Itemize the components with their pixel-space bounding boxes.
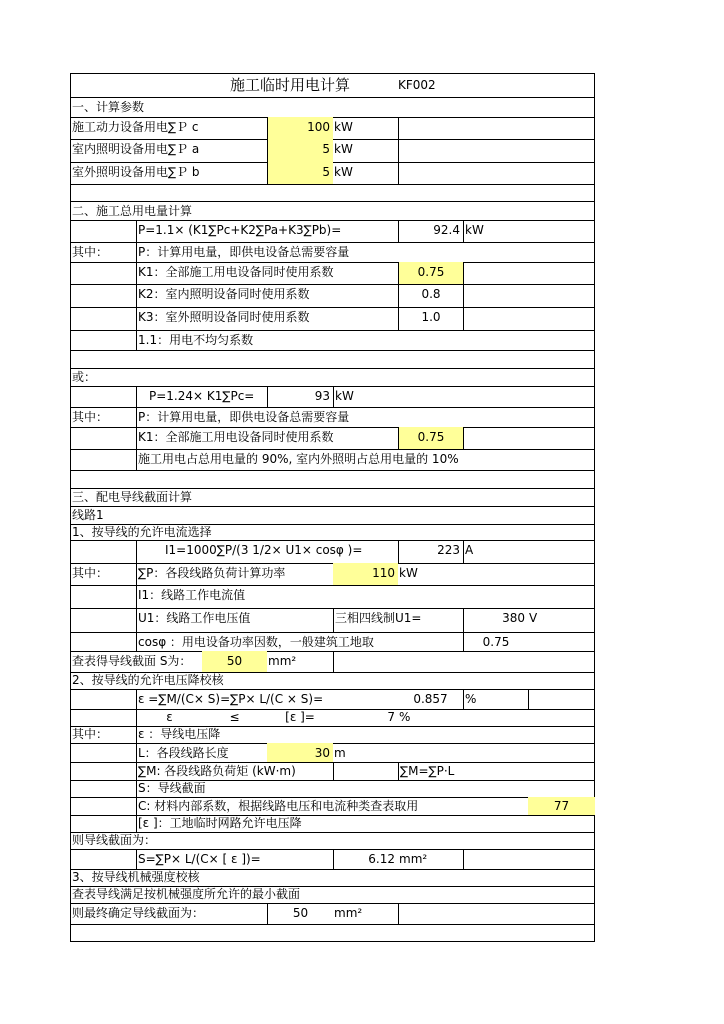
- i-formula: I1=1000∑P/(3 1/2× U1× cosφ )=: [136, 540, 398, 563]
- section-3-heading: 三、配电导线截面计算: [72, 490, 193, 504]
- eps-symbol: ε: [136, 709, 202, 726]
- section-2-row: [71, 201, 594, 221]
- k1-value[interactable]: 0.75: [398, 262, 463, 284]
- eps-limit-desc-row: [71, 815, 594, 833]
- l-value[interactable]: 30: [267, 743, 333, 762]
- then-s-label: 则导线截面为：: [72, 833, 157, 847]
- blank-row: [71, 184, 594, 202]
- sheet-title: 施工临时用电计算: [230, 76, 351, 94]
- sp-unit: kW: [399, 566, 418, 580]
- i-desc-row: [71, 585, 594, 609]
- c-desc: C: 材料内部系数，根据线路电压和电流种类查表取用: [136, 797, 528, 815]
- final-label: 则最终确定导线截面为：: [72, 906, 205, 920]
- u-unit: V: [529, 611, 538, 625]
- pc-unit: kW: [334, 120, 353, 134]
- p-formula-2-row: [71, 386, 594, 408]
- section-2-heading: 二、施工总用电量计算: [72, 204, 193, 218]
- qizhong-label: 其中：: [72, 410, 109, 424]
- u-desc: U1：线路工作电压值: [136, 608, 333, 632]
- s-calc-empty: [463, 849, 595, 869]
- final-empty: [398, 903, 595, 924]
- eps-empty: [528, 689, 595, 709]
- l-row: [71, 743, 594, 763]
- p-desc-2-row: [71, 407, 594, 428]
- k1-desc-2: K1：全部施工用电设备同时使用系数: [136, 427, 398, 449]
- uneven-row: [71, 330, 594, 351]
- eps-limit-unit: %: [399, 710, 411, 724]
- uneven-desc: 1.1：用电不均匀系数: [136, 330, 436, 350]
- p-formula-2: P=1.24× K1∑Pc=: [136, 386, 267, 407]
- k2-empty: [463, 284, 595, 307]
- sub2-heading: 2、按导线的允许电压降校核: [72, 673, 224, 687]
- sp-desc: ∑P：各段线路负荷计算功率: [136, 563, 333, 585]
- pc-value[interactable]: 100: [267, 117, 333, 139]
- k1-row-2: [71, 427, 594, 450]
- s-calc-unit: mm²: [399, 852, 428, 866]
- sp-row: [71, 563, 594, 586]
- m-formula: ∑M=∑P·L: [398, 762, 595, 780]
- u-label: 三相四线制U1=: [333, 608, 463, 632]
- eps-desc: ε ：导线电压降: [136, 726, 398, 743]
- pb-label: 室外照明设备用电∑Ｐ b: [72, 165, 200, 179]
- section-1-row: [71, 97, 594, 118]
- k3-desc: K3：室外照明设备同时使用系数: [136, 307, 398, 330]
- qizhong-label: 其中：: [72, 727, 109, 741]
- s-formula: S=∑P× L/(C× [ ε ])=: [136, 849, 333, 869]
- k3-value: 1.0: [398, 307, 463, 330]
- c-value[interactable]: 77: [528, 797, 595, 815]
- l-unit: m: [334, 746, 346, 760]
- blank-row: [71, 350, 594, 369]
- pb-row: [71, 162, 594, 185]
- i-unit: A: [463, 540, 595, 563]
- sub3-row: [71, 869, 594, 887]
- s-desc-row: [71, 780, 594, 798]
- line1-row: [71, 506, 594, 525]
- k1-desc: K1：全部施工用电设备同时使用系数: [136, 262, 398, 284]
- m-desc: ∑M: 各段线路负荷矩 (kW·m): [136, 762, 333, 780]
- cos-value: 0.75: [463, 632, 528, 651]
- pc-row: [71, 117, 594, 140]
- line1-label: 线路1: [72, 508, 104, 522]
- sp-value[interactable]: 110: [333, 563, 398, 585]
- k2-value: 0.8: [398, 284, 463, 307]
- ratio-text: 施工用电占总用电量的 90%, 室内外照明占总用电量的 10%: [136, 449, 536, 470]
- p-formula-1: P=1.1× (K1∑Pc+K2∑Pa+K3∑Pb)=: [136, 220, 399, 242]
- s-lookup-row: [71, 651, 594, 673]
- or-row: [71, 368, 594, 387]
- pa-unit: kW: [334, 142, 353, 156]
- k3-empty: [463, 307, 595, 330]
- u-value: 380: [463, 608, 528, 632]
- s-lookup-label: 查表得导线截面 S为：: [72, 654, 192, 668]
- le-symbol: ≤: [229, 710, 240, 724]
- cos-row: [71, 632, 594, 652]
- p-value-1: 92.4: [398, 220, 463, 242]
- p-unit-2: kW: [333, 386, 595, 407]
- pa-empty: [398, 139, 595, 162]
- eps-bracket: [ε ]=: [285, 710, 315, 724]
- eps-limit: 7: [387, 710, 395, 724]
- p-desc-2: P：计算用电量，即供电设备总需要容量: [136, 407, 436, 427]
- s-lookup-empty: [333, 651, 595, 672]
- sub3-heading: 3、按导线机械强度校核: [72, 870, 200, 884]
- pb-unit: kW: [334, 165, 353, 179]
- k2-row: [71, 284, 594, 308]
- eps-limit-desc: [ε ]：工地临时网路允许电压降: [136, 815, 436, 832]
- pa-label: 室内照明设备用电∑Ｐ a: [72, 142, 200, 156]
- calculation-sheet: [70, 73, 595, 942]
- pb-empty: [398, 162, 595, 184]
- then-s-row: [71, 832, 594, 850]
- eps-formula: ε =∑M/(C× S)=∑P× L/(C × S)=: [136, 689, 398, 709]
- s-lookup-value[interactable]: 50: [202, 651, 267, 672]
- section-3-row: [71, 488, 594, 507]
- ratio-row: [71, 449, 594, 471]
- sheet-code: KF002: [398, 78, 436, 92]
- cos-desc: cosφ ：用电设备功率因数，一般建筑工地取: [136, 632, 463, 651]
- sub2-row: [71, 672, 594, 690]
- or-label: 或：: [72, 370, 97, 384]
- p-formula-row: [71, 220, 594, 243]
- blank-row: [71, 470, 594, 489]
- pc-empty: [398, 117, 595, 139]
- m-row: [71, 762, 594, 781]
- k1-empty: [463, 262, 595, 284]
- i-value: 223: [398, 540, 463, 563]
- eps-compare-row: [71, 709, 594, 727]
- eps-desc-row: [71, 726, 594, 744]
- mech-text: 查表导线满足按机械强度所允许的最小截面: [72, 887, 301, 901]
- pc-label: 施工动力设备用电∑Ｐ c: [72, 120, 199, 134]
- m-empty: [333, 762, 398, 780]
- qizhong-label: 其中：: [72, 566, 109, 580]
- title-row: [71, 74, 594, 98]
- i-formula-row: [71, 540, 594, 564]
- sub1-heading: 1、按导线的允许电流选择: [72, 525, 212, 539]
- s-desc: S：导线截面: [136, 780, 398, 797]
- eps-unit: %: [463, 689, 528, 709]
- k1-value-2[interactable]: 0.75: [398, 427, 463, 449]
- c-row: [71, 797, 594, 816]
- s-formula-row: [71, 849, 594, 870]
- u-row: [71, 608, 594, 633]
- k3-row: [71, 307, 594, 331]
- p-unit-1: kW: [463, 220, 595, 242]
- sub1-row: [71, 524, 594, 541]
- final-value: 50: [267, 903, 333, 924]
- final-row: [71, 903, 594, 925]
- eps-value: 0.857: [413, 692, 448, 706]
- k2-desc: K2：室内照明设备同时使用系数: [136, 284, 398, 307]
- p-value-2: 93: [267, 386, 333, 407]
- l-desc: L：各段线路长度: [136, 743, 267, 762]
- pb-value[interactable]: 5: [267, 162, 333, 184]
- pa-value[interactable]: 5: [267, 139, 333, 162]
- k1-empty-2: [463, 427, 595, 449]
- section-1-heading: 一、计算参数: [72, 100, 145, 114]
- eps-formula-row: [71, 689, 594, 710]
- pa-row: [71, 139, 594, 163]
- qizhong-label: 其中：: [72, 245, 109, 259]
- p-desc-row: [71, 242, 594, 263]
- final-unit: mm²: [334, 906, 363, 920]
- mech-row: [71, 886, 594, 904]
- p-desc: P：计算用电量，即供电设备总需要容量: [136, 242, 436, 262]
- i-desc: I1：线路工作电流值: [136, 585, 398, 608]
- s-calc: 6.12: [333, 849, 398, 869]
- k1-row: [71, 262, 594, 285]
- s-lookup-unit: mm²: [268, 654, 297, 668]
